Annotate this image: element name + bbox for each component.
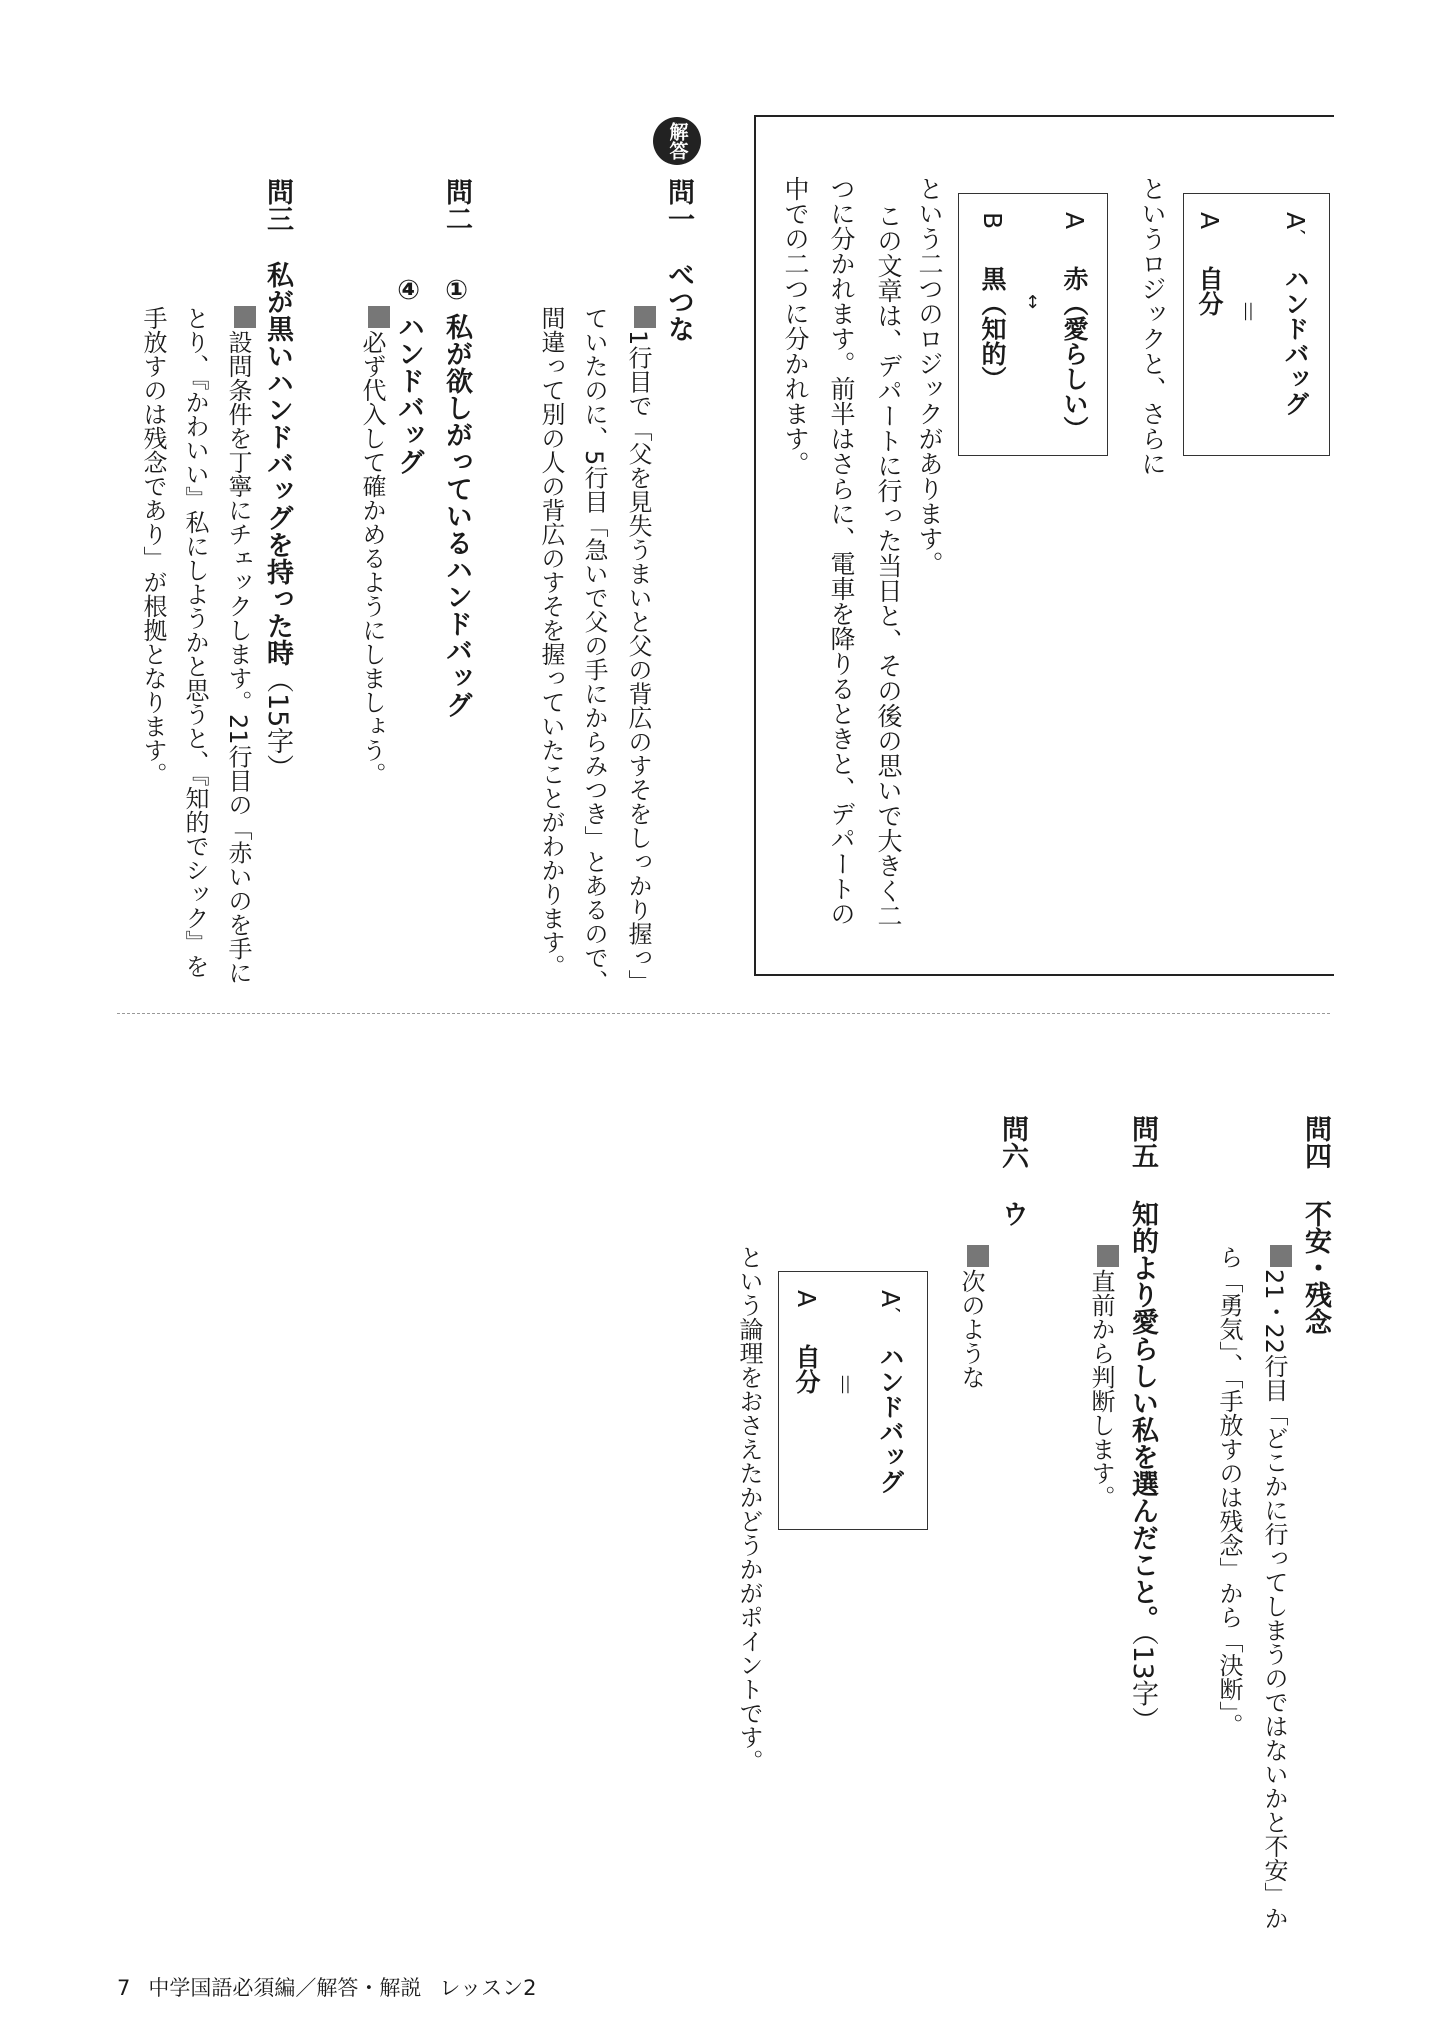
logic-line: つに分かれます。前半はさらに、電車を降りるときと、デパートの bbox=[827, 176, 856, 926]
b-label: B bbox=[978, 212, 1007, 230]
note-marker-icon bbox=[967, 1245, 989, 1267]
q2-note: 必ず代入して確かめるようにしましょう。 bbox=[357, 306, 390, 786]
a-word: 赤（愛らしい） bbox=[1060, 266, 1089, 441]
section-divider bbox=[117, 1013, 1330, 1014]
a-prime-label: A′ bbox=[876, 1290, 905, 1313]
lesson-label: レッスン2 bbox=[439, 1976, 537, 2000]
q2-label: 問二 bbox=[441, 178, 472, 232]
q4-note: ら「勇気」、「手放すのは残念」から「決断」。 bbox=[1215, 1245, 1243, 1737]
q1-label: 問一 bbox=[663, 178, 694, 232]
a-word: 自分 bbox=[792, 1344, 821, 1394]
q2-answer1: 私が欲しがっているハンドバッグ bbox=[441, 313, 472, 718]
q6-logic-box bbox=[778, 1271, 928, 1530]
q3-answer: 私が黒いハンドバッグを持った時（15字） bbox=[262, 261, 293, 782]
page-footer bbox=[117, 1972, 555, 2002]
q3-note: 手放すのは残念であり」が根拠となります。 bbox=[139, 306, 167, 786]
note-marker-icon bbox=[1097, 1245, 1119, 1267]
q4-note: 21・22行目「どこかに行ってしまうのではないかと不安」か bbox=[1259, 1245, 1292, 1930]
note-marker-icon bbox=[234, 306, 256, 328]
q1-answer: べつな bbox=[663, 261, 694, 342]
answer-badge: 解答 bbox=[653, 117, 701, 165]
q5-answer: 知的より愛らしい私を選んだこと。（13字） bbox=[1127, 1200, 1158, 1734]
logic-intro: というロジックと、さらに bbox=[1138, 176, 1167, 476]
a-label: A bbox=[792, 1290, 821, 1308]
q3-label: 問三 bbox=[262, 178, 293, 232]
note-marker-icon bbox=[368, 306, 390, 328]
logic-box-2 bbox=[958, 193, 1108, 456]
q4-label: 問四 bbox=[1300, 1115, 1331, 1169]
logic-box-1 bbox=[1183, 193, 1330, 456]
a-prime-word: ハンドバッグ bbox=[876, 1344, 905, 1494]
a-prime-label: A′ bbox=[1281, 212, 1310, 235]
equals-sign: ＝ bbox=[1233, 299, 1262, 325]
q1-note: 間違って別の人の背広のすそを握っていたことがわかります。 bbox=[537, 306, 565, 978]
note-marker-icon bbox=[634, 306, 656, 328]
q6-label: 問六 bbox=[997, 1115, 1028, 1169]
q6-note: 次のような bbox=[956, 1245, 989, 1389]
q1-note: 1行目で「父を見失うまいと父の背広のすそをしっかり握っ」 bbox=[623, 306, 656, 993]
a-prime-word: ハンドバッグ bbox=[1281, 266, 1310, 416]
book-title: 中学国語必須編／解答・解説 bbox=[148, 1976, 422, 2000]
q3-note: とり、『かわいい』私にしようかと思うと、『知的でシック』を bbox=[181, 306, 209, 978]
q6-conclusion: という論理をおさえたかどうかがポイントです。 bbox=[735, 1245, 763, 1773]
a-label: A bbox=[1060, 212, 1089, 230]
q4-answer: 不安・残念 bbox=[1300, 1200, 1331, 1335]
logic-line: という二つのロジックがあります。 bbox=[915, 176, 944, 576]
page-number: 7 bbox=[117, 1976, 131, 2000]
double-arrow-icon: ↔ bbox=[1022, 294, 1043, 310]
equals-sign: ＝ bbox=[830, 1372, 859, 1398]
q3-note: 設問条件を丁寧にチェックします。21行目の「赤いのを手に bbox=[223, 306, 256, 985]
logic-line: この文章は、デパートに行った当日と、その後の思いで大きく二 bbox=[874, 203, 903, 928]
q1-note: ていたのに、5行目「急いで父の手にからみつき」とあるので、 bbox=[580, 306, 608, 994]
note-marker-icon bbox=[1270, 1245, 1292, 1267]
a-label: A bbox=[1195, 212, 1224, 230]
q2-answer4: ハンドバッグ bbox=[393, 313, 424, 475]
q6-answer: ウ bbox=[997, 1200, 1028, 1227]
logic-line: 中での二つに分かれます。 bbox=[781, 176, 810, 476]
q2-num4: ④ bbox=[393, 275, 424, 306]
q5-label: 問五 bbox=[1127, 1115, 1158, 1169]
a-word: 自分 bbox=[1195, 266, 1224, 316]
b-word: 黒（知的） bbox=[978, 266, 1007, 391]
q2-num1: ① bbox=[441, 275, 472, 306]
q5-note: 直前から判断します。 bbox=[1086, 1245, 1119, 1509]
